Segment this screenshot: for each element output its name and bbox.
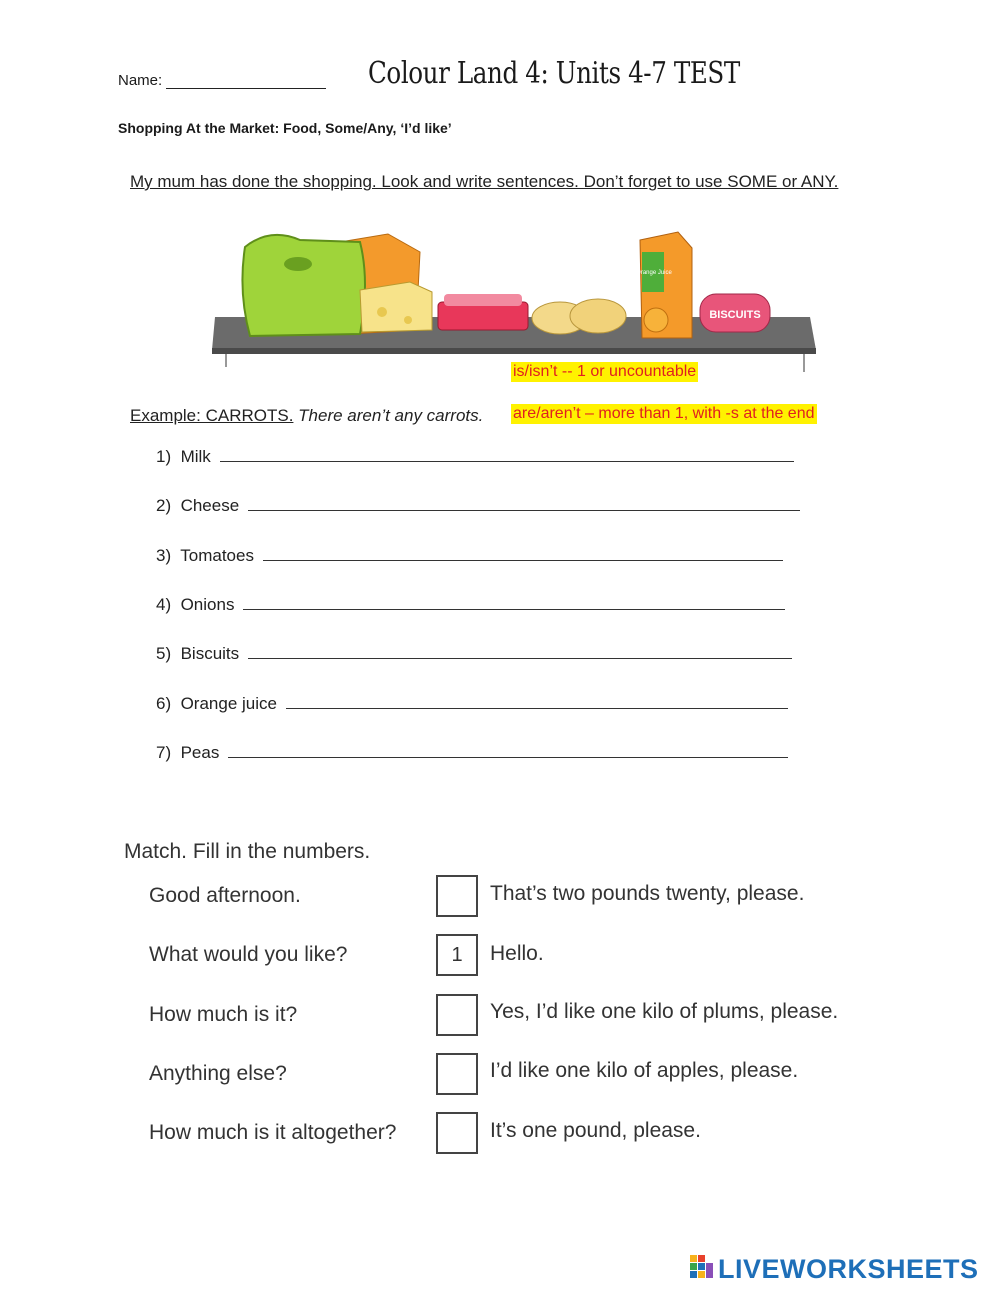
right-phrase: That’s two pounds twenty, please. [490,882,805,905]
question-word: Tomatoes [180,546,254,565]
answer-line-3[interactable] [263,544,783,561]
right-phrase: It’s one pound, please. [490,1119,701,1142]
question-3: 3) Tomatoes [156,544,783,566]
question-2: 2) Cheese [156,494,800,516]
name-label: Name: [118,72,326,89]
question-1: 1) Milk [156,445,794,467]
right-phrase: Hello. [490,942,544,965]
example-sentence: There aren’t any carrots. [298,406,484,425]
question-word: Orange juice [180,694,277,713]
logo-text: LIVEWORKSHEETS [718,1253,979,1284]
example-label: Example: CARROTS. [130,406,294,425]
example-line [130,406,483,426]
match-box-1[interactable] [436,875,478,917]
name-input[interactable] [166,74,326,89]
page-title: Colour Land 4: Units 4-7 TEST [368,56,740,91]
logo-blocks-icon [690,1255,714,1283]
note-plural: are/aren’t – more than 1, with -s at the end [513,405,815,422]
answer-line-2[interactable] [248,494,800,511]
question-4: 4) Onions [156,593,785,615]
question-word: Peas [180,743,220,762]
answer-line-7[interactable] [228,741,788,758]
answer-line-6[interactable] [286,692,788,709]
question-word: Milk [180,447,211,466]
biscuits-pack-label: BISCUITS [709,309,761,321]
match-box-4[interactable] [436,1053,478,1095]
answer-line-4[interactable] [243,593,785,610]
shopping-illustration [210,222,820,382]
exercise2-instruction: Match. Fill in the numbers. [124,840,371,863]
match-box-3[interactable] [436,994,478,1036]
liveworksheets-logo [690,1254,979,1284]
note-singular: is/isn’t -- 1 or uncountable [513,363,697,380]
left-phrase: Anything else? [149,1062,287,1085]
exercise1-instruction: My mum has done the shopping. Look and write sentences. Don’t forget to use SOME or ANY. [130,172,839,191]
page-subtitle: Shopping At the Market: Food, Some/Any, ‘I’d like’ [118,120,452,136]
juice-carton-label: Orange Juice [636,270,672,276]
answer-line-5[interactable] [248,642,792,659]
question-word: Cheese [180,496,240,515]
match-box-2[interactable]: 1 [436,934,478,976]
question-word: Biscuits [180,644,240,663]
left-phrase: How much is it altogether? [149,1121,397,1144]
right-phrase: Yes, I’d like one kilo of plums, please. [490,1000,839,1023]
match-box-5[interactable] [436,1112,478,1154]
left-phrase: How much is it? [149,1003,298,1026]
question-word: Onions [180,595,235,614]
right-phrase: I’d like one kilo of apples, please. [490,1059,799,1082]
question-6: 6) Orange juice [156,692,788,714]
question-5: 5) Biscuits [156,642,792,664]
left-phrase: What would you like? [149,943,348,966]
question-7: 7) Peas [156,741,788,763]
answer-line-1[interactable] [220,445,794,462]
left-phrase: Good afternoon. [149,884,301,907]
